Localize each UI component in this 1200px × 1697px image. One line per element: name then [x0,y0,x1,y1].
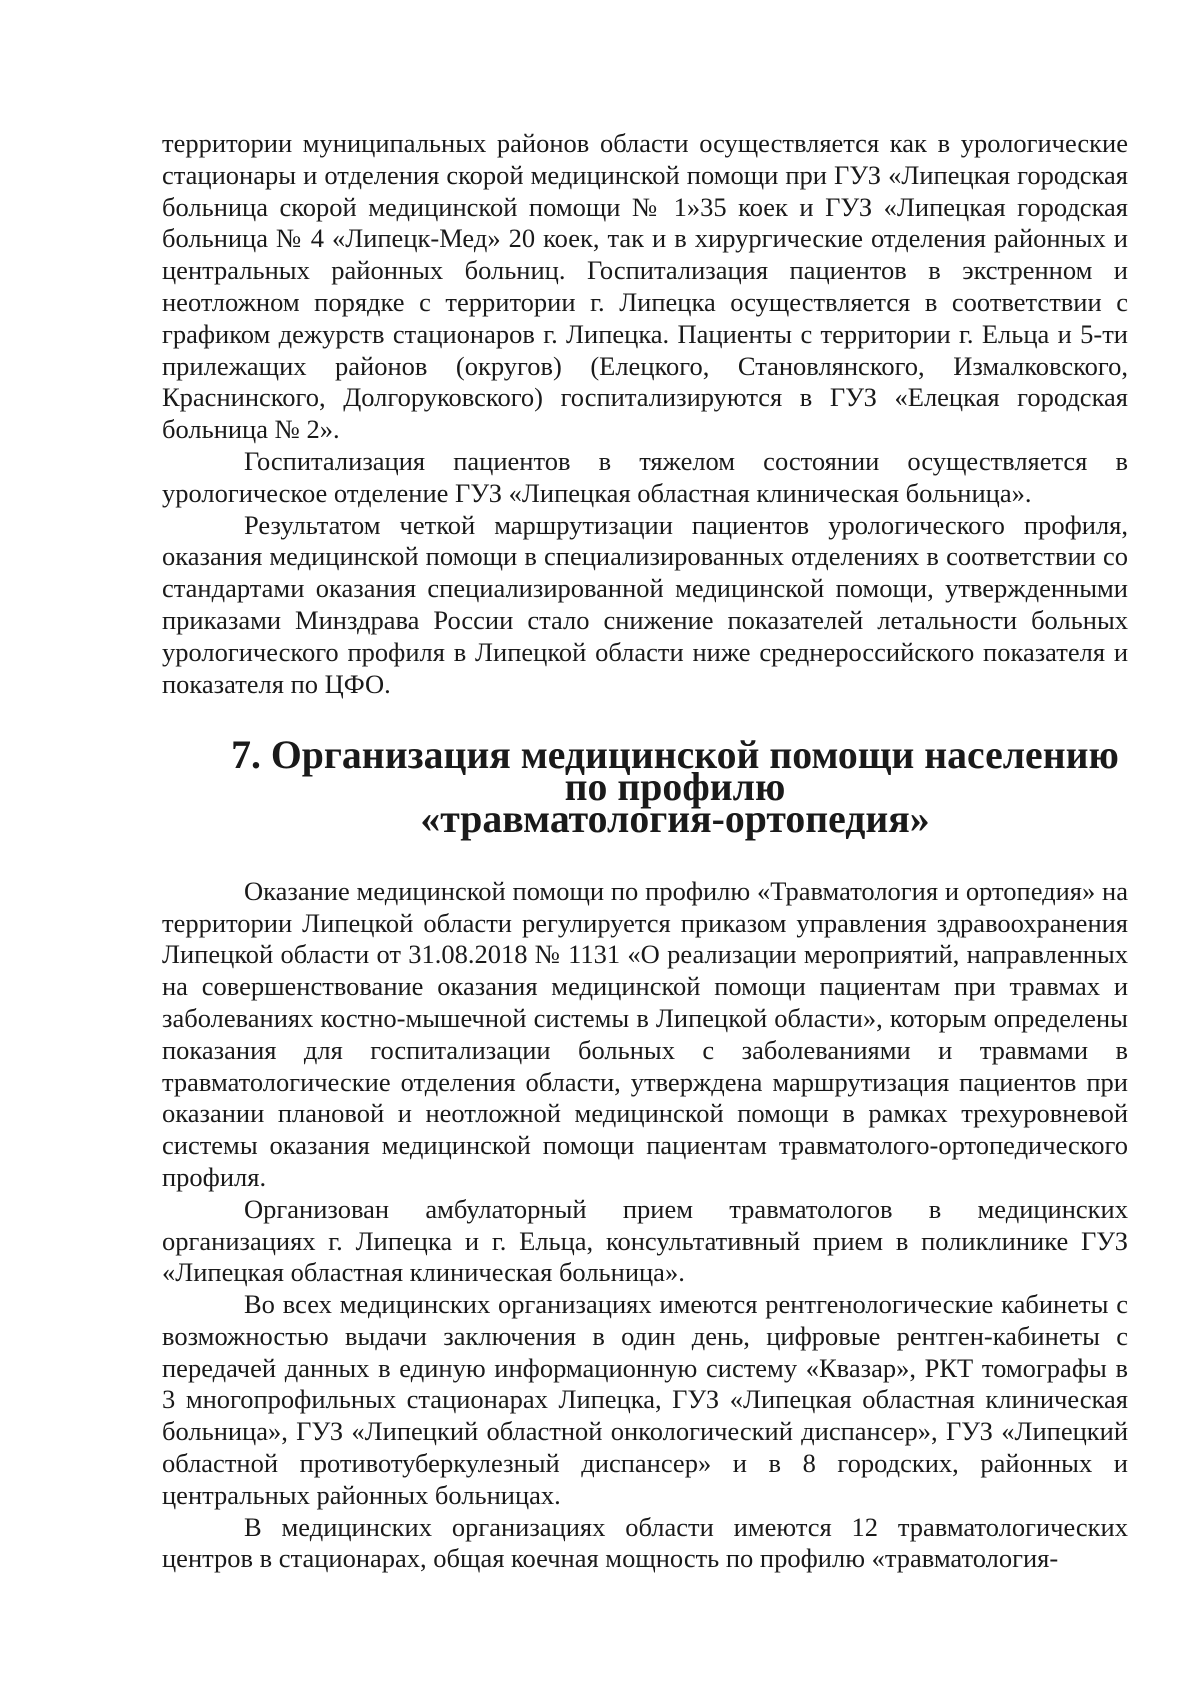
paragraph-urology-routing: территории муниципальных районов области осуществляется как в урологические стационары и отделения скорой медицинской помощи при ГУЗ «Липецкая городская больница скорой медицинской помощи № 1»35 коек и ГУЗ «Липецкая городская больница № 4 «Липецк-Мед» 20 коек, так и в хирургические отделения районных и центральных районных больниц. Госпитализация пациентов в экстренном и неотложном порядке с территории г. Липецка осуществляется в соответствии с графиком дежурств стационаров г. Липецка. Пациенты с территории г. Ельца и 5-ти прилежащих районов (округов) (Елецкого, Становлянского, Измалковского, Краснинского, Долгоруковского) госпитализируются в ГУЗ «Елецкая городская больница № 2». [162,128,1128,445]
section-heading-line-1: 7. Организация медицинской помощи населению по профилю [231,733,1119,810]
section-heading [162,733,1128,841]
paragraph-xray-cabinets: Во всех медицинских организациях имеются рентгенологические кабинеты с возможностью выдачи заключения в один день, цифровые рентген-кабинеты с передачей данных в единую информационную систему «Квазар», РКТ томографы в 3 многопрофильных стационарах Липецка, ГУЗ «Липецкая областная клиническая больница», ГУЗ «Липецкий областной онкологический диспансер», ГУЗ «Липецкий областной противотуберкулезный диспансер» и в 8 городских, районных и центральных районных больницах. [162,1289,1128,1510]
paragraph-trauma-centers: В медицинских организациях области имеются 12 травматологических центров в стационарах, общая коечная мощность по профилю «травматология- [162,1511,1128,1574]
paragraph-severe-hospitalization: Госпитализация пациентов в тяжелом состоянии осуществляется в урологическое отделение ГУЗ «Липецкая областная клиническая больница». [162,445,1128,508]
document-page [162,128,1128,1575]
section-heading-line-2: «травматология-ортопедия» [420,796,930,841]
paragraph-urology-results: Результатом четкой маршрутизации пациентов урологического профиля, оказания медицинской помощи в специализированных отделениях в соответствии со стандартами оказания специализированной медицинской помощи, утвержденными приказами Минздрава России стало снижение показателей летальности больных урологического профиля в Липецкой области ниже среднероссийского показателя и показателя по ЦФО. [162,509,1128,699]
paragraph-outpatient-reception: Организован амбулаторный прием травматологов в медицинских организациях г. Липецка и г. Ельца, консультативный прием в поликлинике ГУЗ «Липецкая областная клиническая больница». [162,1193,1128,1288]
paragraph-trauma-regulation: Оказание медицинской помощи по профилю «Травматология и ортопедия» на территории Липецкой области регулируется приказом управления здравоохранения Липецкой области от 31.08.2018 № 1131 «О реализации мероприятий, направленных на совершенствование оказания медицинской помощи пациентам при травмах и заболеваниях костно-мышечной системы в Липецкой области», которым определены показания для госпитализации больных с заболеваниями и травмами в травматологические отделения области, утверждена маршрутизация пациентов при оказании плановой и неотложной медицинской помощи в рамках трехуровневой системы оказания медицинской помощи пациентам травматолого-ортопедического профиля. [162,875,1128,1192]
